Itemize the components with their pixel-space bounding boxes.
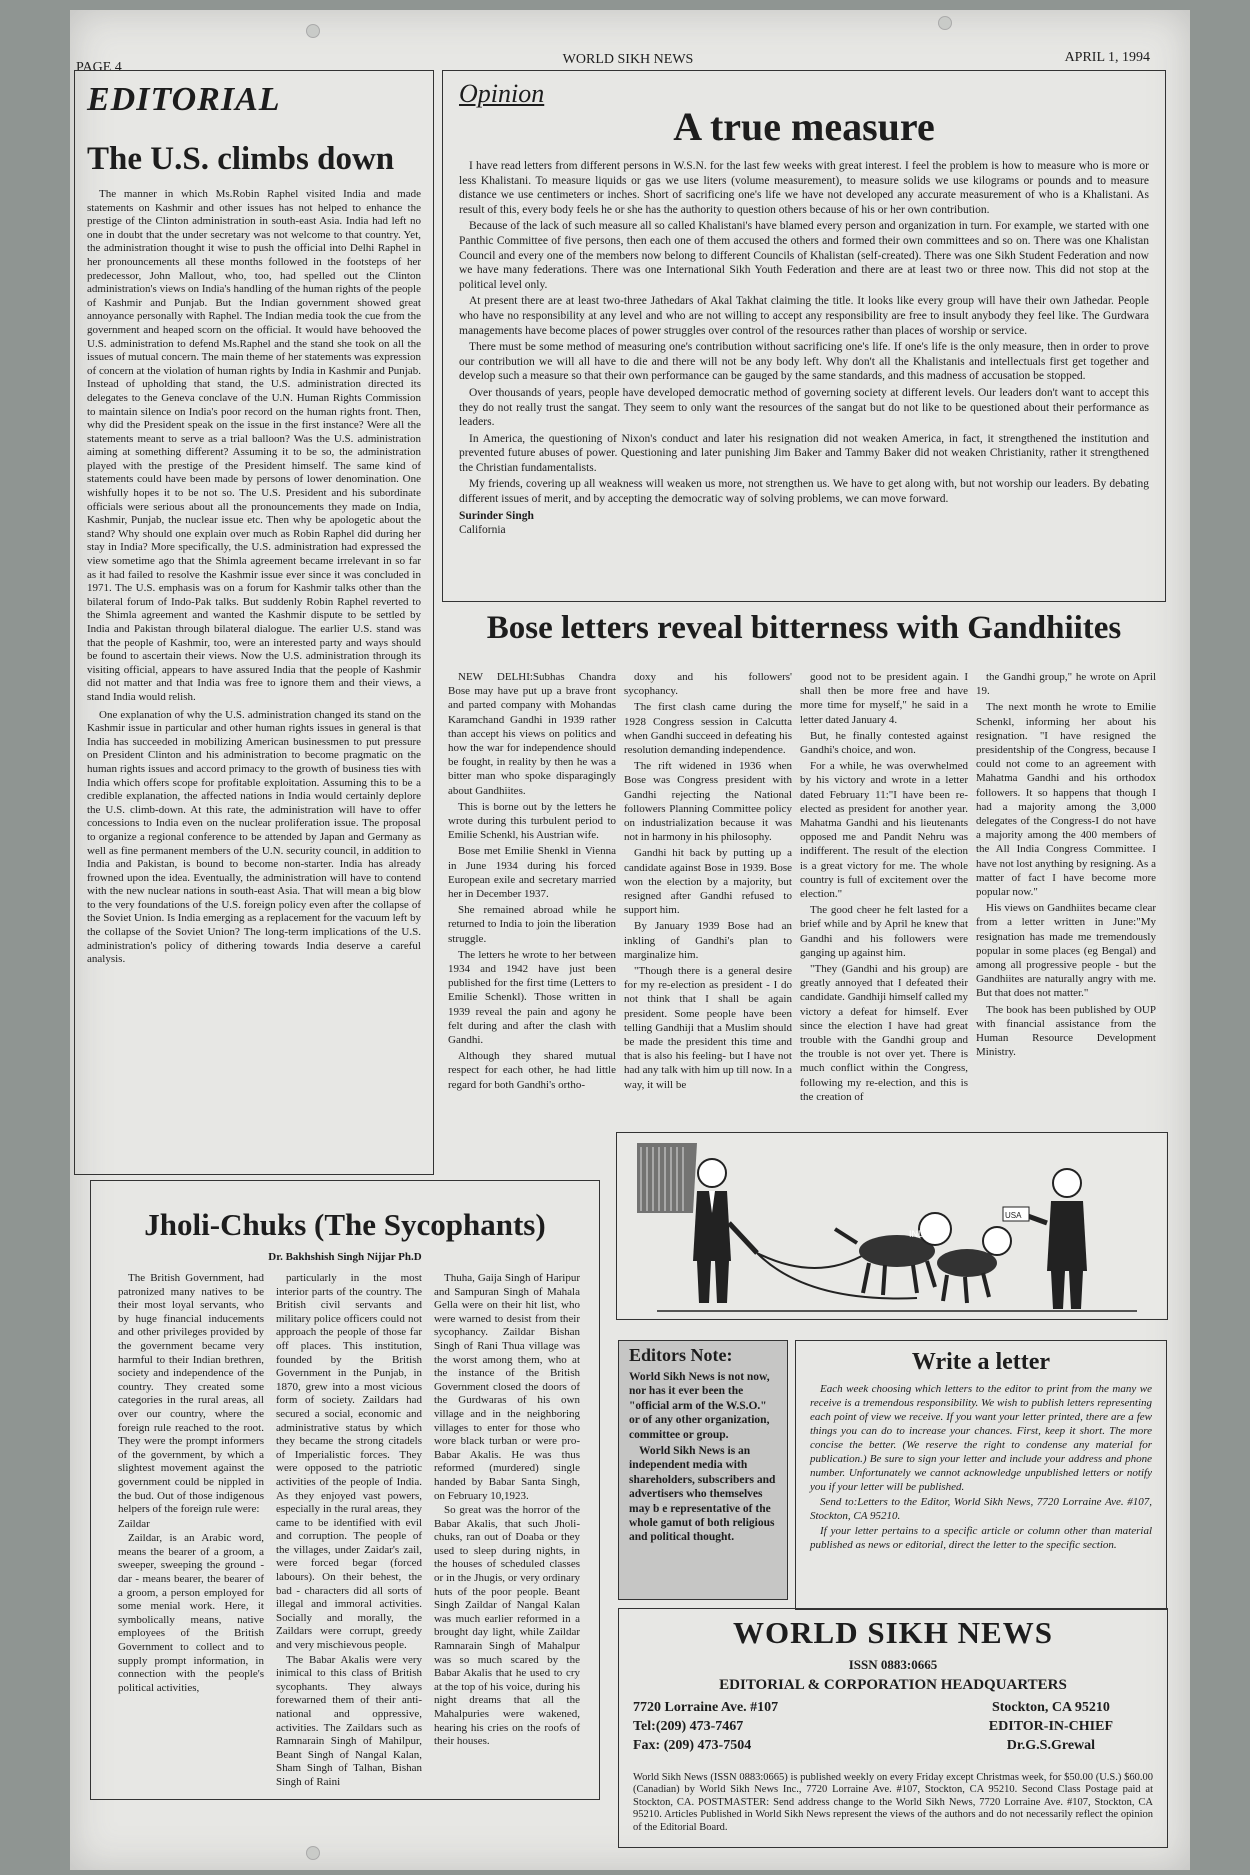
write-letter-box [795,1340,1167,1610]
opinion-headline: A true measure [673,104,935,149]
write-letter-paragraph: If your letter pertains to a specific article or column other than material published as news or editorial, direct the letter to the specific section. [810,1525,1152,1551]
opinion-signature: Surinder Singh [459,509,534,522]
cartoon-tag: INDIA [909,1229,934,1239]
bose-column [800,670,968,1106]
bose-article [448,670,1166,1150]
publication-issn: ISSN 0883:0665 [848,1657,938,1672]
opinion-paragraph: I have read letters from different persons in W.S.N. for the last few weeks with great interest. I feel the problem is how to measure who is more or less Khalistani. To measure liquids or gas we use liters (volume measurement), to measure solids we use kilograms or pounds and to measure distance we use centimeters or inches. Short of sacrificing one's life we have not developed any accurate measurement of who is a Khalistani. As result of this, every body feels he or she has the authority to question others because of his or her own contribution. [459,160,1149,216]
opinion-location: California [459,524,506,537]
bose-paragraph: But, he finally contested against Gandhi's choice, and won. [800,729,968,757]
bose-paragraph: doxy and his followers' sycophancy. [624,671,792,698]
opinion-label: Opinion [459,79,545,108]
bose-paragraph: The next month he wrote to Emilie Schenkl, informing her about his resignation. "I have resigned the presidentship of the Congress, because I could not come to an agreement with Mahatma Gandhi and his orthodox followers. It so happens that though I had a majority among the 3,000 delegates of the Congress-I do not have a majority among the 400 members of the All India Congress Committee. I have not lost anything by resigning. As a matter of fact I have become more popular now." [976,701,1156,899]
editors-note-paragraph: World Sikh News is an independent media with shareholders, subscribers and advertisers who themselves may b e representative of the whole gamut of both religious and political thought. [629,1445,776,1544]
bose-paragraph: The first clash came during the 1928 Congress session in Calcutta when Gandhi succeed in defeating his resolution demanding independence. [624,701,792,757]
cartoon-illustration [617,1133,1166,1318]
address-line: 7720 Lorraine Ave. #107 [633,1700,779,1715]
editorial-body [87,188,421,967]
bose-paragraph: "Though there is a general desire for my re-election as president - I do not think that I shall be again president. Some people have been telling Gandhiji that a Muslim should be made the president this time and that is also his feeling- but I have not had any talk with him up till now. In a way, it will be [624,965,792,1091]
bose-paragraph: "They (Gandhi and his group) are greatly annoyed that I defeated their candidate. Gandhiji himself called my victory a defeat for himself. Ever since the election I have had great trouble with the Gandhi group and the trouble is not over yet. There is much conflict within the Congress, following my re-election, and this is the creation of [800,963,968,1103]
fax: Fax: (209) 473-7504 [633,1738,752,1753]
bose-headline: Bose letters reveal bitterness with Gandhiites [486,610,1122,646]
jholi-byline: Dr. Bakhshish Singh Nijjar Ph.D [268,1251,422,1263]
publication-title: WORLD SIKH NEWS [733,1615,1053,1650]
bose-paragraph: Although they shared mutual respect for each other, he had little regard for both Gandhi's ortho- [448,1050,616,1091]
opinion-paragraph: Because of the lack of such measure all so called Khalistani's have blamed every person and organization in turn. For example, we started with one Panthic Committee of five persons, then each one of them accused the others and formed their own committees and so on. There was one Khalistan Council and every one of the members now belong to different Councils of Khalistan (self-created). There was one Sikh Student Federation and now we have many federations. There was one International Sikh Youth Federation and there are at least two or three now. This did not stop at the political level only. [459,220,1149,291]
jholi-paragraph: particularly in the most interior parts of the country. The British civil servants and military police officers could not approach the people of those far off places. This institution, founded by the British Government in the Punjab, in 1870, grew into a most vicious form of society. Zaildars had secured a social, economic and administrative status by which they became the strong citadels of Imperialistic forces. They were opposed to the patriotic activities of the people of India. As they enjoyed vast powers, especially in the rural areas, they came to be identified with evil and corruption. The people of the villages, under Zaidar's zail, were forced begar (forced labours). On their behest, the bad - characters did all sorts of illegal and immoral activities. Socially and morally, the Zaildars were corrupt, greedy and very mischievous people. [276,1272,422,1652]
editors-note-box [618,1340,788,1600]
bose-paragraph: Gandhi hit back by putting up a candidate against Bose in 1939. Bose won the election by a majority, but resigned after Gandhi refused to support him. [624,847,792,917]
bose-paragraph: The rift widened in 1936 when Bose was Congress president with Gandhi rejecting the National followers Planning Committee policy on industrialization because it was not in harmony in his philosophy. [624,760,792,844]
editorial-box [74,70,434,1175]
jholi-column [118,1272,264,1696]
jholi-paragraph: The Babar Akalis were very inimical to this class of British sycophants. They always forewarned them of their anti-national and oppressive, activities. The Zaildars such as Ramnarain Singh of Mahilpur, Beant Singh of Nangal Kalan, Sham Singh of Talhan, Bishan Singh of Raini [276,1653,422,1788]
editorial-headline: The U.S. climbs down [87,141,395,177]
write-letter-paragraph: Each week choosing which letters to the editor to print from the many we receive is a tremendous responsibility. We wish to publish letters representing each point of view we receive. If you want your letter printed, there are a few things you can do to increase your chances. First, keep it short. The more concise the better. (We reserve the right to condense any material for publication.) Be sure to sign your letter and include your address and phone number. Unfortunately we cannot acknowledge unpublished letters or notify you if your letter will be published. [810,1383,1152,1493]
bose-column [976,670,1156,1061]
opinion-paragraph: There must be some method of measuring one's contribution without sacrificing one's life. If one's life is the only measure, then in order to prove our contribution we will all have to die and there will not be any body left. Why don't all the Khalistanis and intellectuals first get together and develop such a measure so that their own performance can be gauged by the same standards, and this madness of accusation be stopped. [459,341,1149,383]
editors-note-title: Editors Note: [629,1345,733,1365]
write-letter-title: Write a letter [911,1349,1051,1375]
bose-paragraph: NEW DELHI:Subhas Chandra Bose may have put up a brave front and parted company with Mohandas Karamchand Gandhi in 1939 rather than accept his views on politics and how the war for independence should be fought, in reality by then he was a bitter man who spoke disparagingly about Gandhiites. [448,671,616,797]
publication-fine-print: World Sikh News (ISSN 0883:0665) is published weekly on every Friday except Christmas week, for $50.00 (U.S.) $60.00 (Canadian) by World Sikh News Inc., 7720 Lorraine Ave. #107, Stockton, CA 95210. Second Class Postage paid at Stockton, CA. POSTMASTER: Send address change to the World Sikh News, 7720 Lorraine Ave. #107, Stockton, CA 95210. Articles Published in World Sikh News represent the views of the authors and do not necessarily reflect the opinion of the Editorial Board. [633,1772,1153,1833]
binder-hole [306,24,320,38]
cartoon-tag: USA [1005,1211,1022,1220]
editorial-paragraph: One explanation of why the U.S. administration changed its stand on the Kashmir issue in particular and other human rights issues in general is that India has succeeded in mobilizing American businessmen to put pressure on President Clinton and his administration to become pragmatic on the human rights issues and accord primacy to the growth of business ties with India which offers scope for profitable exploitation. Assuming this to be a credible explanation, the affected nations in India would certainly deplore the U.S. climb-down. At this rate, the administration will have to offer concessions to India even on the nuclear proliferation issue. The proposal to organize a regional conference to be attended by Japan and Germany as well as fine permanent members of the U.N. security council, in addition to India and Pakistan, is bound to become non-starter. India has already frowned upon the idea. Eventually, the administration will have to contend with the new nuclear nations in south-east Asia. That will mean a big blow to the very foundations of the U.S. foreign policy even after the collapse of the Soviet Union. Is India emerging as a replacement for the vacuum left by the collapse of the Soviet Union? The long-term implications of the U.S. administration's policy of dithering towards India deserve a careful analysis. [87,708,421,966]
bose-paragraph: This is borne out by the letters he wrote during this turbulent period to Emilie Schenkl, his Austrian wife. [448,800,616,842]
jholi-subhead: Zaildar [118,1517,150,1530]
bose-paragraph: good not to be president again. I shall then be more free and have more time for myself," he said in a letter dated January 4. [800,671,968,726]
curtain-icon [637,1143,697,1213]
telephone: Tel:(209) 473-7467 [633,1719,744,1734]
binder-hole [938,16,952,30]
editor-label: EDITOR-IN-CHIEF [988,1719,1113,1734]
opinion-paragraph: Over thousands of years, people have developed democratic method of governing society at different levels. Our leaders don't want to accept this they do not really trust the sangat. They seem to only want the resources of the sangat but do not like to be questioned about their performance as leaders. [459,386,1149,429]
bose-paragraph: His views on Gandhiites became clear from a letter written in June:"My resignation has made me tremendously popular in some places (eg Bengal) and among all progressive people - but the Gandhiites are naturally angry with me. But that does not matter." [976,902,1156,1000]
write-letter-paragraph: Send to:Letters to the Editor, World Sikh News, 7720 Lorraine Ave. #107, Stockton, CA 95210. [810,1496,1152,1522]
jholi-paragraph: So great was the horror of the Babar Akalis, that such Jholi-chuks, ran out of Doaba or they used to sleep during nights, in the houses of scheduled classes or in the Jhugis, or very ordinary huts of the poor people. Beant Singh Zaildar of Nangal Kalan was much earlier reformed in a brought day light, while Zaildar Ramnarain Singh of Mahalpur was so much scared by the Babar Akalis that he used to cry at the top of his voice, during his night dreams that all the Mahalpuries were wakened, hearing his cries on the roofs of their houses. [434,1504,580,1748]
bose-column [448,670,616,1094]
jholi-paragraph: Thuha, Gaija Singh of Haripur and Sampuran Singh of Mahala Gella were on their hit list, who were warned to desist from their sycophancy. Zaildar Bishan Singh of Rani Thua village was the worst among them, who at the instance of the British Government closed the doors of the Gurdwaras of his own village and in the neighboring villages to enter for those who wore black turban or were pro-Babar Akalis. He was thus reformed (murdered) single handed by Babar Santa Singh, on February 10,1923. [434,1272,580,1502]
jholi-column [434,1272,580,1750]
issue-date: APRIL 1, 1994 [1064,50,1150,65]
bose-column [624,670,792,1094]
political-cartoon [616,1132,1168,1320]
contact-left [633,1698,778,1755]
bose-paragraph: The letters he wrote to her between 1934 and 1942 have just been published for the first time (Letters to Emilie Schenkl). Those written in 1939 reveal the pain and agony he felt during and after the clash with Gandhi. [448,948,616,1047]
newspaper-page [70,10,1190,1870]
bose-paragraph: For a while, he was overwhelmed by his victory and wrote in a letter dated February 11:"I have been re-elected as president for another year. Mahatma Gandhi and his lieutenants opposed me and Pandit Nehru was indifferent. The result of the election is a great victory for me. The whole country is full of excitement over the election." [800,760,968,901]
contact-right [989,1698,1113,1755]
editors-note-paragraph: World Sikh News is not now, nor has it ever been the "official arm of the W.S.O." or of any other organization, committee or group. [629,1371,770,1441]
page-number: PAGE 4 [76,60,122,75]
headquarters-label: EDITORIAL & CORPORATION HEADQUARTERS [719,1677,1067,1693]
contact-details [633,1698,1153,1762]
publication-info-box [618,1608,1168,1848]
editor-name: Dr.G.S.Grewal [1006,1738,1096,1753]
jholi-paragraph: Zaildar, is an Arabic word, means the bearer of a groom, a sweeper, sweeping the ground - dar - means bearer, the bearer of a groom, a person employed for some menial work. Here, it symbolically means, native employees of the British Government to collect and to supply prompt information, in connection with the people's political activities, [118,1532,264,1694]
jholi-headline: Jholi-Chuks (The Sycophants) [144,1207,546,1242]
jholi-column [276,1272,422,1791]
page-masthead [76,46,1180,75]
editors-note-body [629,1370,777,1545]
editorial-paragraph: The manner in which Ms.Robin Raphel visited India and made statements on Kashmir and other issues has not helped to enhance the prestige of the Clinton administration in south-east Asia. India had left no one in doubt that the under secretary was not welcome to that country. Yet, the administration thought it wise to push the official into Delhi Raphel in her pronouncements all these months followed in the footsteps of her predecessor, John Mallout, who, too, had spelled out the Clinton administration's views on India's handling of the human rights of the people of Kashmir and Punjab. But the Indian government showed great annoyance personally with Raphel. The Indian media took the cue from the government and heaped scorn on the official. It would have behooved the U.S. administration to defend Ms.Raphel and the stand she took on all the issues of mutual concern. The main theme of her statements was expression of concern at the violation of human rights by India in Kashmir and Punjab. Instead of upholding that stand, the U.S. administration directed its delegates to the Geneva conclave of the U.N. Human Rights Commission to maintain silence on India's poor record on the human rights front. Then, why did the President speak on the issue in the first instance? Were all the statements meant to serve as a trial balloon? Was the U.S. administration aiming at something different? Assuming it to be so, the administration played with the prestige of the President himself. The same kind of statements could have been made by persons of lower denomination. One wishfully hopes it to be not so. The U.S. President and his subordinate officials were serious about all the pronouncements they made on India, Kashmir, Punjab, the nuclear issue etc. Then why be apologetic about the stand? Why should one explain over much as Robin Raphel did during her stay in India? More specifically, the U.S. administration had expressed the view sometime ago that the Shimla agreement became irrelevant in so far as it had failed to resolve the Kashmir issue ever since it was concluded in 1971. The U.S. emphasis was on a forum for Kashmir talks other than the bilateral forum of Indo-Pak talks. But suddenly Robin Raphel reverted to the Shimla agreement and wanted the Kashmir dispute to be settled by India and Pakistan through bilateral dialogue. The earlier U.S. stand was that the people of Kashmir, too, were an interested party and ways should be found to ascertain their views. Now the U.S. administration through its visiting official, appears to have assured India that the people of Kashmir did not matter and that India was free to ignore them and their views, a stand India would relish. [87,188,421,703]
paper-name: WORLD SIKH NEWS [562,52,694,67]
bose-paragraph: the Gandhi group," he wrote on April 19. [976,671,1156,698]
bose-paragraph: The good cheer he felt lasted for a brief while and by April he knew that Gandhi and his followers were ganging up against him. [800,904,968,959]
bose-paragraph: By January 1939 Bose had an inkling of Gandhi's plan to marginalize him. [624,920,792,961]
bose-paragraph: She remained abroad while he returned to India to join the liberation struggle. [448,904,616,945]
write-letter-body [810,1382,1152,1552]
city-line: Stockton, CA 95210 [991,1700,1110,1715]
binder-hole [306,1846,320,1860]
editorial-label: EDITORIAL [87,81,281,118]
jholi-paragraph: The British Government, had patronized many natives to be their most loyal servants, who by huge financial inducements and other privileges provided by the government became very harmful to their Indian brethren, society and independence of the country. They created some categories in the rural areas, all over our country, where the foreign rule reached to the root. They were the prompt informers of the government, by which a slightest movement against the government could be nippled in the bud. Out of those indigenous helpers of the foreign rule were: [118,1272,264,1516]
bose-paragraph: The book has been published by OUP with financial assistance from the Human Resource Development Ministry. [976,1003,1156,1059]
opinion-box [442,70,1166,602]
opinion-paragraph: At present there are at least two-three Jathedars of Akal Takhat claiming the title. It looks like every group will have their own Jathedar. People who have no responsibility at any level and who are not willing to accept any responsibility are free to insult anybody they feel like. The Gurdwara managements have become places of power struggles over control of the resources rather than places of worship or service. [459,295,1149,337]
opinion-body [459,159,1149,538]
opinion-paragraph: In America, the questioning of Nixon's conduct and later his resignation did not weaken America, in fact, it strengthened the institution and prevented future abuses of power. Questioning and later punishing Jim Baker and Tammy Baker did not weaken Christianity, rather it strengthened the Christian fundamentalists. [459,432,1149,474]
bose-paragraph: Bose met Emilie Shenkl in Vienna in June 1934 during his forced European exile and secretary married her in December 1937. [448,845,616,901]
opinion-paragraph: My friends, covering up all weakness will weaken us more, not strengthen us. We have to get along with, but not worship our leaders. By debating different issues of merit, and by accepting the democratic way of solving problems, we can move forward. [459,478,1149,506]
